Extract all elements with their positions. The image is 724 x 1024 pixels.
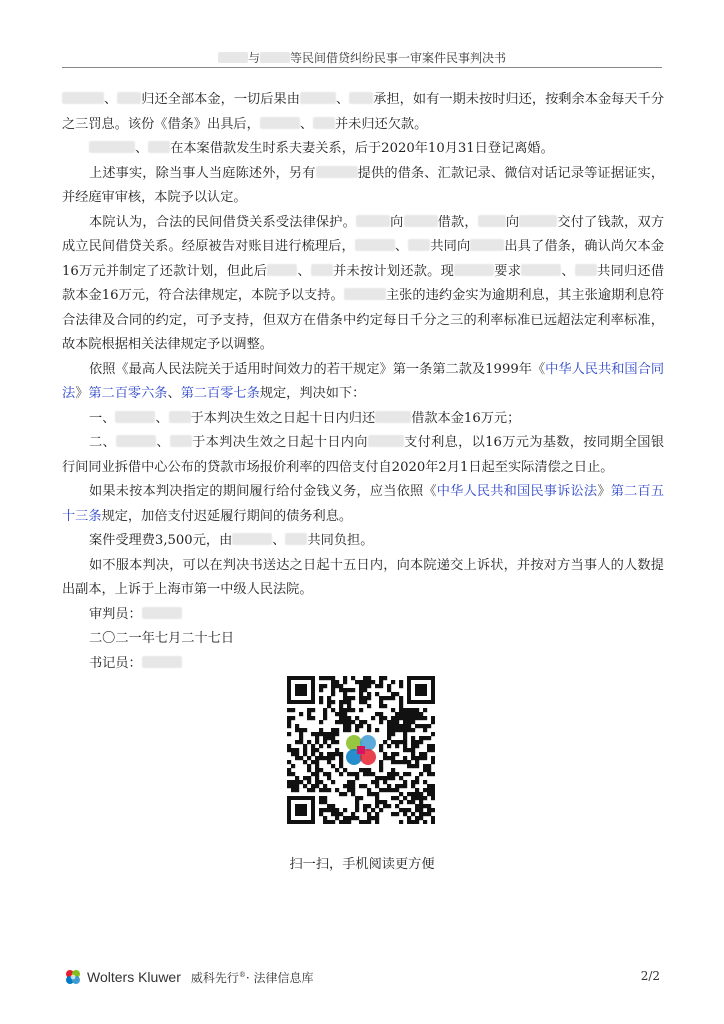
redacted-name: [260, 52, 290, 63]
paragraph-ruling-2: 二、 、 于本判决生效之日起十日内向 支付利息，以16万元为基数，按同期全国银行间同业拆借中心公布的贷款市场报价利率的四倍支付自2020年2月1日起至实际清偿之日止。: [62, 435, 665, 475]
redacted-name: [454, 264, 494, 276]
redacted-name: [142, 656, 182, 668]
civil-procedure-law-link[interactable]: 中华人民共和国民事诉讼法: [436, 484, 598, 499]
redacted-name: [89, 141, 135, 153]
redacted-name: [300, 92, 336, 104]
redacted-name: [368, 435, 404, 447]
redacted-name: [115, 411, 155, 423]
redacted-name: [356, 215, 390, 227]
brand-name: Wolters Kluwer: [87, 969, 181, 985]
article-206-link[interactable]: 第二百零六条: [88, 386, 168, 401]
paragraph-appeal-notice: 如不服本判决，可以在判决书送达之日起十五日内，向本院递交上诉状，并按对方当事人的人数提出副本，上诉于上海市第一中级人民法院。: [62, 557, 664, 597]
qr-caption: 扫一扫，手机阅读更方便: [289, 857, 435, 872]
paragraph-court-opinion: 本院认为，合法的民间借贷关系受法律保护。 向 借款， 向 交付了钱款，双方成立民间借贷关系。经原被告对账目进行梳理后， 、 共同向 出具了借条，确认尚欠本金16万元并制定了还款计划，但此后 、 并未按计划还款。现 要求 、 共同归还借款本金16万元，符合法律规定，本院予以支持。 主张的违约金实为逾期利息，其主张逾期利息符合法律及合同的约定，可予支持，但双方在借条中约定每日千分之三的利率标准已远超法定利率标准，故本院根据相关法律规定予以调整。: [62, 214, 665, 352]
paragraph-ruling-1: 一、 、 于本判决生效之日起十日内归还 借款本金16万元；: [89, 410, 521, 426]
judgment-date: 二〇二一年七月二十七日: [89, 631, 235, 646]
redacted-name: [267, 264, 297, 276]
page-number: 2/2: [640, 969, 660, 983]
redacted-name: [148, 141, 170, 153]
paragraph-facts-found: 上述事实，除当事人当庭陈述外，另有 提供的借条、汇款记录、微信对话记录等证据证实，并经庭审审核，本院予以认定。: [62, 165, 665, 205]
redacted-name: [575, 264, 597, 276]
article-207-link[interactable]: 第二百零七条: [180, 386, 260, 401]
redacted-name: [478, 215, 506, 227]
redacted-name: [313, 117, 335, 129]
redacted-name: [344, 288, 386, 300]
redacted-name: [218, 52, 248, 63]
redacted-name: [142, 607, 182, 619]
paragraph-delay-interest: 如果未按本判决指定的期间履行给付金钱义务，应当依照《中华人民共和国民事诉讼法》第二百五十三条规定，加倍支付迟延履行期间的债务利息。: [62, 484, 665, 524]
redacted-name: [316, 166, 358, 178]
paragraph-repayment-terms: 、 归还全部本金，一切后果由 、 承担，如有一期未按时归还，按剩余本金每天千分之三罚息。该份《借条》出具后， 、 并未归还欠款。: [62, 92, 665, 132]
judge-line: 审判员：: [62, 603, 664, 628]
document-header: [62, 30, 662, 68]
redacted-name: [519, 215, 557, 227]
clerk-line: 书记员：: [62, 652, 664, 677]
redacted-name: [117, 92, 141, 104]
redacted-name: [355, 239, 395, 251]
redacted-name: [521, 264, 561, 276]
redacted-name: [116, 435, 156, 447]
judgment-body: [62, 88, 664, 676]
redacted-name: [375, 411, 411, 423]
redacted-name: [404, 215, 438, 227]
redacted-name: [170, 435, 192, 447]
wolters-kluwer-icon: [64, 968, 82, 986]
redacted-name: [285, 533, 307, 545]
redacted-name: [311, 264, 333, 276]
redacted-name: [470, 239, 504, 251]
wolters-kluwer-logo: [64, 966, 314, 988]
qr-center-emblem: [346, 735, 376, 765]
qr-code: [287, 676, 435, 824]
header-title-mid: 与: [247, 51, 260, 65]
product-name: 威科先行®· 法律信息库: [190, 970, 314, 985]
paragraph-case-fee: 案件受理费3,500元，由 、 共同负担。: [89, 533, 374, 548]
header-title: 等民间借贷纠纷民事一审案件民事判决书: [290, 51, 507, 65]
redacted-name: [62, 92, 104, 104]
paragraph-marital-relation: 、 在本案借款发生时系夫妻关系，后于2020年10月31日登记离婚。: [62, 137, 664, 162]
redacted-name: [260, 117, 300, 129]
redacted-name: [408, 239, 430, 251]
contract-law-link[interactable]: 中华人民共和国合同法: [62, 361, 665, 401]
article-253-link[interactable]: 第二百五十三条: [62, 484, 665, 524]
redacted-name: [169, 411, 191, 423]
redacted-name: [349, 92, 373, 104]
paragraph-legal-basis: 依照《最高人民法院关于适用时间效力的若干规定》第一条第二款及1999年《中华人民共和国合同法》第二百零六条、第二百零七条规定，判决如下：: [62, 361, 665, 401]
redacted-name: [232, 533, 272, 545]
